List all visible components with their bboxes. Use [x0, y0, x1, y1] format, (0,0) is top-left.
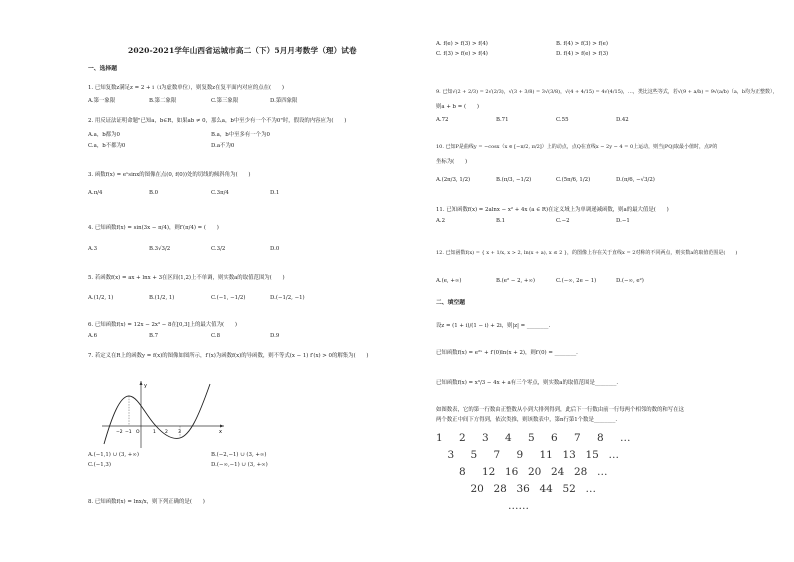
- option: B.71: [496, 117, 509, 123]
- option: A.72: [436, 117, 449, 123]
- function-graph: [98, 378, 228, 450]
- fill-question-continued: 两个数正中间下方得到，依次类推，则该数表中，第n行第1个数是________.: [436, 417, 618, 423]
- option: B.a，b中至多有一个为0: [211, 132, 270, 138]
- right-column: [436, 0, 776, 562]
- question-stem: 8. 已知函数f(x) = lnx/x，则下列正确的是( ): [88, 499, 205, 505]
- option: D.a不为0: [211, 143, 235, 149]
- triangle-cell: 16: [505, 466, 519, 478]
- option: C.(5π/6, 1/2): [556, 177, 591, 183]
- triangle-cell: 28: [574, 466, 588, 478]
- option: D.(π/6, −√3/2): [616, 177, 655, 183]
- option: A.3: [88, 246, 98, 252]
- option: A.6: [88, 333, 98, 339]
- option: C.第三象限: [211, 98, 239, 104]
- option: B. f(4) > f(3) > f(e): [556, 41, 608, 47]
- graph-tick-label: −1: [125, 430, 132, 435]
- triangle-cell: 8: [459, 466, 466, 478]
- triangle-cell: ……: [508, 500, 529, 512]
- triangle-cell: 52: [562, 483, 576, 495]
- option: C.−2: [556, 218, 570, 224]
- option: D.(−∞,−1) ∪ (3, +∞): [211, 462, 268, 468]
- triangle-cell: 5: [470, 449, 478, 461]
- graph-axis-label: y: [144, 383, 147, 389]
- option: D.0: [270, 246, 280, 252]
- triangle-cell: 28: [493, 483, 507, 495]
- triangle-cell: 6: [551, 432, 558, 444]
- option: B.(−2,−1) ∪ (3, +∞): [211, 452, 267, 458]
- graph-origin-label: O: [136, 430, 140, 435]
- question-stem: 10. 已知P是曲线y = −cosx（x ∈ [−π/2, π/2]）上的动点，点Q在直线x − 2y − 4 = 0上运动，则当|PQ|取最小值时，点P的: [436, 144, 718, 150]
- option: A.(1/2, 1): [88, 295, 114, 301]
- question-stem: 11. 已知函数f(x) = 2alnx − x² + 4x (a ∈ R)在定义域上为单调递减函数，则a的最大值是( ): [436, 207, 669, 213]
- option: B.1: [496, 218, 506, 224]
- option: A.第一象限: [88, 98, 116, 104]
- option: A.(−1,1) ∪ (3, +∞): [88, 452, 139, 458]
- option: A.(e, +∞): [436, 278, 462, 284]
- triangle-cell: 9: [516, 449, 524, 461]
- triangle-cell: …: [597, 466, 608, 478]
- triangle-cell: 44: [539, 483, 553, 495]
- option: B.0: [149, 190, 159, 196]
- triangle-cell: 2: [459, 432, 466, 444]
- option: C.3π/4: [211, 190, 229, 196]
- section-choice-heading: 一、选择题: [88, 66, 117, 72]
- triangle-cell: 7: [493, 449, 501, 461]
- option: D. f(4) > f(e) > f(3): [556, 51, 609, 57]
- question-stem: 1. 已知复数z满足z = 2 + i（i为虚数单位），则复数z在复平面内对应的点在( ): [88, 85, 284, 91]
- triangle-cell: 5: [528, 432, 535, 444]
- option: B.3√3/2: [149, 246, 171, 252]
- triangle-cell: …: [620, 432, 631, 444]
- option: D.(−∞, e²): [616, 278, 644, 284]
- option: B.(e² − 2, +∞): [496, 278, 536, 284]
- option: C. f(3) > f(e) > f(4): [436, 51, 488, 57]
- fill-question: 已知函数f(x) = e²ˣ + f′(0)ln(x + 2)，则f′(0) = ________.: [436, 350, 578, 356]
- triangle-cell: 12: [482, 466, 496, 478]
- triangle-cell: 3: [447, 449, 455, 461]
- fill-question: 已知函数f(x) = x³/3 − 4x + a有三个零点，则实数a的取值范围是________.: [436, 380, 619, 386]
- fill-question: 设z = (1 + i)/(1 − i) + 2i，则|z| = ________.: [436, 323, 551, 329]
- option: B.(π/3, −1/2): [496, 177, 532, 183]
- question-stem: 6. 已知函数f(x) = 12x − 2x³ − 8在[0,3]上的最大值为( ): [88, 322, 237, 328]
- left-column: [88, 0, 418, 562]
- graph-tick-label: −2: [116, 430, 123, 435]
- number-triangle: [436, 432, 776, 514]
- option: A.2: [436, 218, 446, 224]
- triangle-cell: …: [585, 483, 596, 495]
- triangle-cell: 8: [597, 432, 604, 444]
- triangle-cell: 13: [562, 449, 576, 461]
- triangle-cell: 36: [516, 483, 530, 495]
- exam-title: 2020-2021学年山西省运城市高二（下）5月月考数学（理）试卷: [128, 46, 357, 55]
- option: C.8: [211, 333, 221, 339]
- question-stem-continued: 则a + b = ( ): [436, 104, 479, 110]
- option: C.(−1, −1/2): [211, 295, 246, 301]
- triangle-cell: 1: [436, 432, 443, 444]
- triangle-cell: 20: [528, 466, 542, 478]
- option: C.(−1,3): [88, 462, 111, 468]
- option: A. f(e) > f(3) > f(4): [436, 41, 488, 47]
- triangle-cell: 15: [585, 449, 599, 461]
- question-stem: 2. 用反证法证明命题"已知a，b∈R，如果ab ≠ 0，那么a，b中至少有一个不为0"时，假设的内容应为( ): [88, 118, 347, 124]
- option: D.第四象限: [270, 98, 298, 104]
- question-stem-continued: 坐标为( ): [436, 159, 468, 165]
- option: D.(−1/2, −1): [270, 295, 305, 301]
- section-fill-heading: 二、填空题: [436, 300, 465, 306]
- graph-tick-label: 1: [153, 430, 156, 435]
- option: C.3/2: [211, 246, 226, 252]
- option: D.1: [270, 190, 280, 196]
- option: B.7: [149, 333, 159, 339]
- question-stem: 5. 若函数f(x) = ax + lnx + 3在区间(1,2)上不单调，则实数a的取值范围为( ): [88, 275, 285, 281]
- option: B.(1/2, 1): [149, 295, 175, 301]
- option: A.a，b都为0: [88, 132, 120, 138]
- triangle-cell: 7: [574, 432, 581, 444]
- question-stem: 4. 已知函数f(x) = sin(3x − π/4)，则f′(π/4) = ( ): [88, 225, 219, 231]
- option: B.第二象限: [149, 98, 177, 104]
- triangle-cell: 11: [539, 449, 553, 461]
- question-stem: 3. 函数f(x) = eˣsinx的图像在点(0, f(0))处的切线的倾斜角为( ): [88, 172, 251, 178]
- triangle-cell: 3: [482, 432, 489, 444]
- question-stem: 12. 已知函数f(x) = { x + 1/x, x > 2, ln(x + a), x ≤ 2 }，的图像上存在关于直线x = 2对称的不同两点，则实数a的取值范围是( ): [436, 250, 738, 256]
- option: C.(−∞, 2e − 1): [556, 278, 597, 284]
- option: C.55: [556, 117, 569, 123]
- option: C.a，b不都为0: [88, 143, 126, 149]
- graph-tick-label: 2: [165, 430, 168, 435]
- option: D.9: [270, 333, 280, 339]
- graph-tick-label: 3: [178, 430, 181, 435]
- option: D.−1: [616, 218, 630, 224]
- option: A.(2π/3, 1/2): [436, 177, 471, 183]
- question-stem: 9. 已知√(2 + 2/3) = 2√(2/3)，√(3 + 3/8) = 3√(3/8)，√(4 + 4/15) = 4√(4/15)，…，类比这些等式，若√(9 + a/b) = 9√(a/b)（a，b均为正整数），: [436, 89, 778, 95]
- triangle-cell: 24: [551, 466, 565, 478]
- question-stem: 7. 若定义在R上的函数y = f(x)的图像如图所示，f′(x)为函数f(x)的导函数，则不等式(x − 1) f′(x) > 0的解集为( ): [88, 353, 369, 359]
- graph-axis-label: x: [219, 429, 222, 435]
- triangle-cell: 20: [470, 483, 484, 495]
- option: A.π/4: [88, 190, 103, 196]
- triangle-cell: …: [608, 449, 619, 461]
- triangle-cell: 4: [505, 432, 512, 444]
- fill-question: 如图数表，它的第一行数由正整数从小到大排列得到，此后下一行数由前一行每两个相邻的数的和写在这: [436, 407, 684, 413]
- option: D.42: [616, 117, 629, 123]
